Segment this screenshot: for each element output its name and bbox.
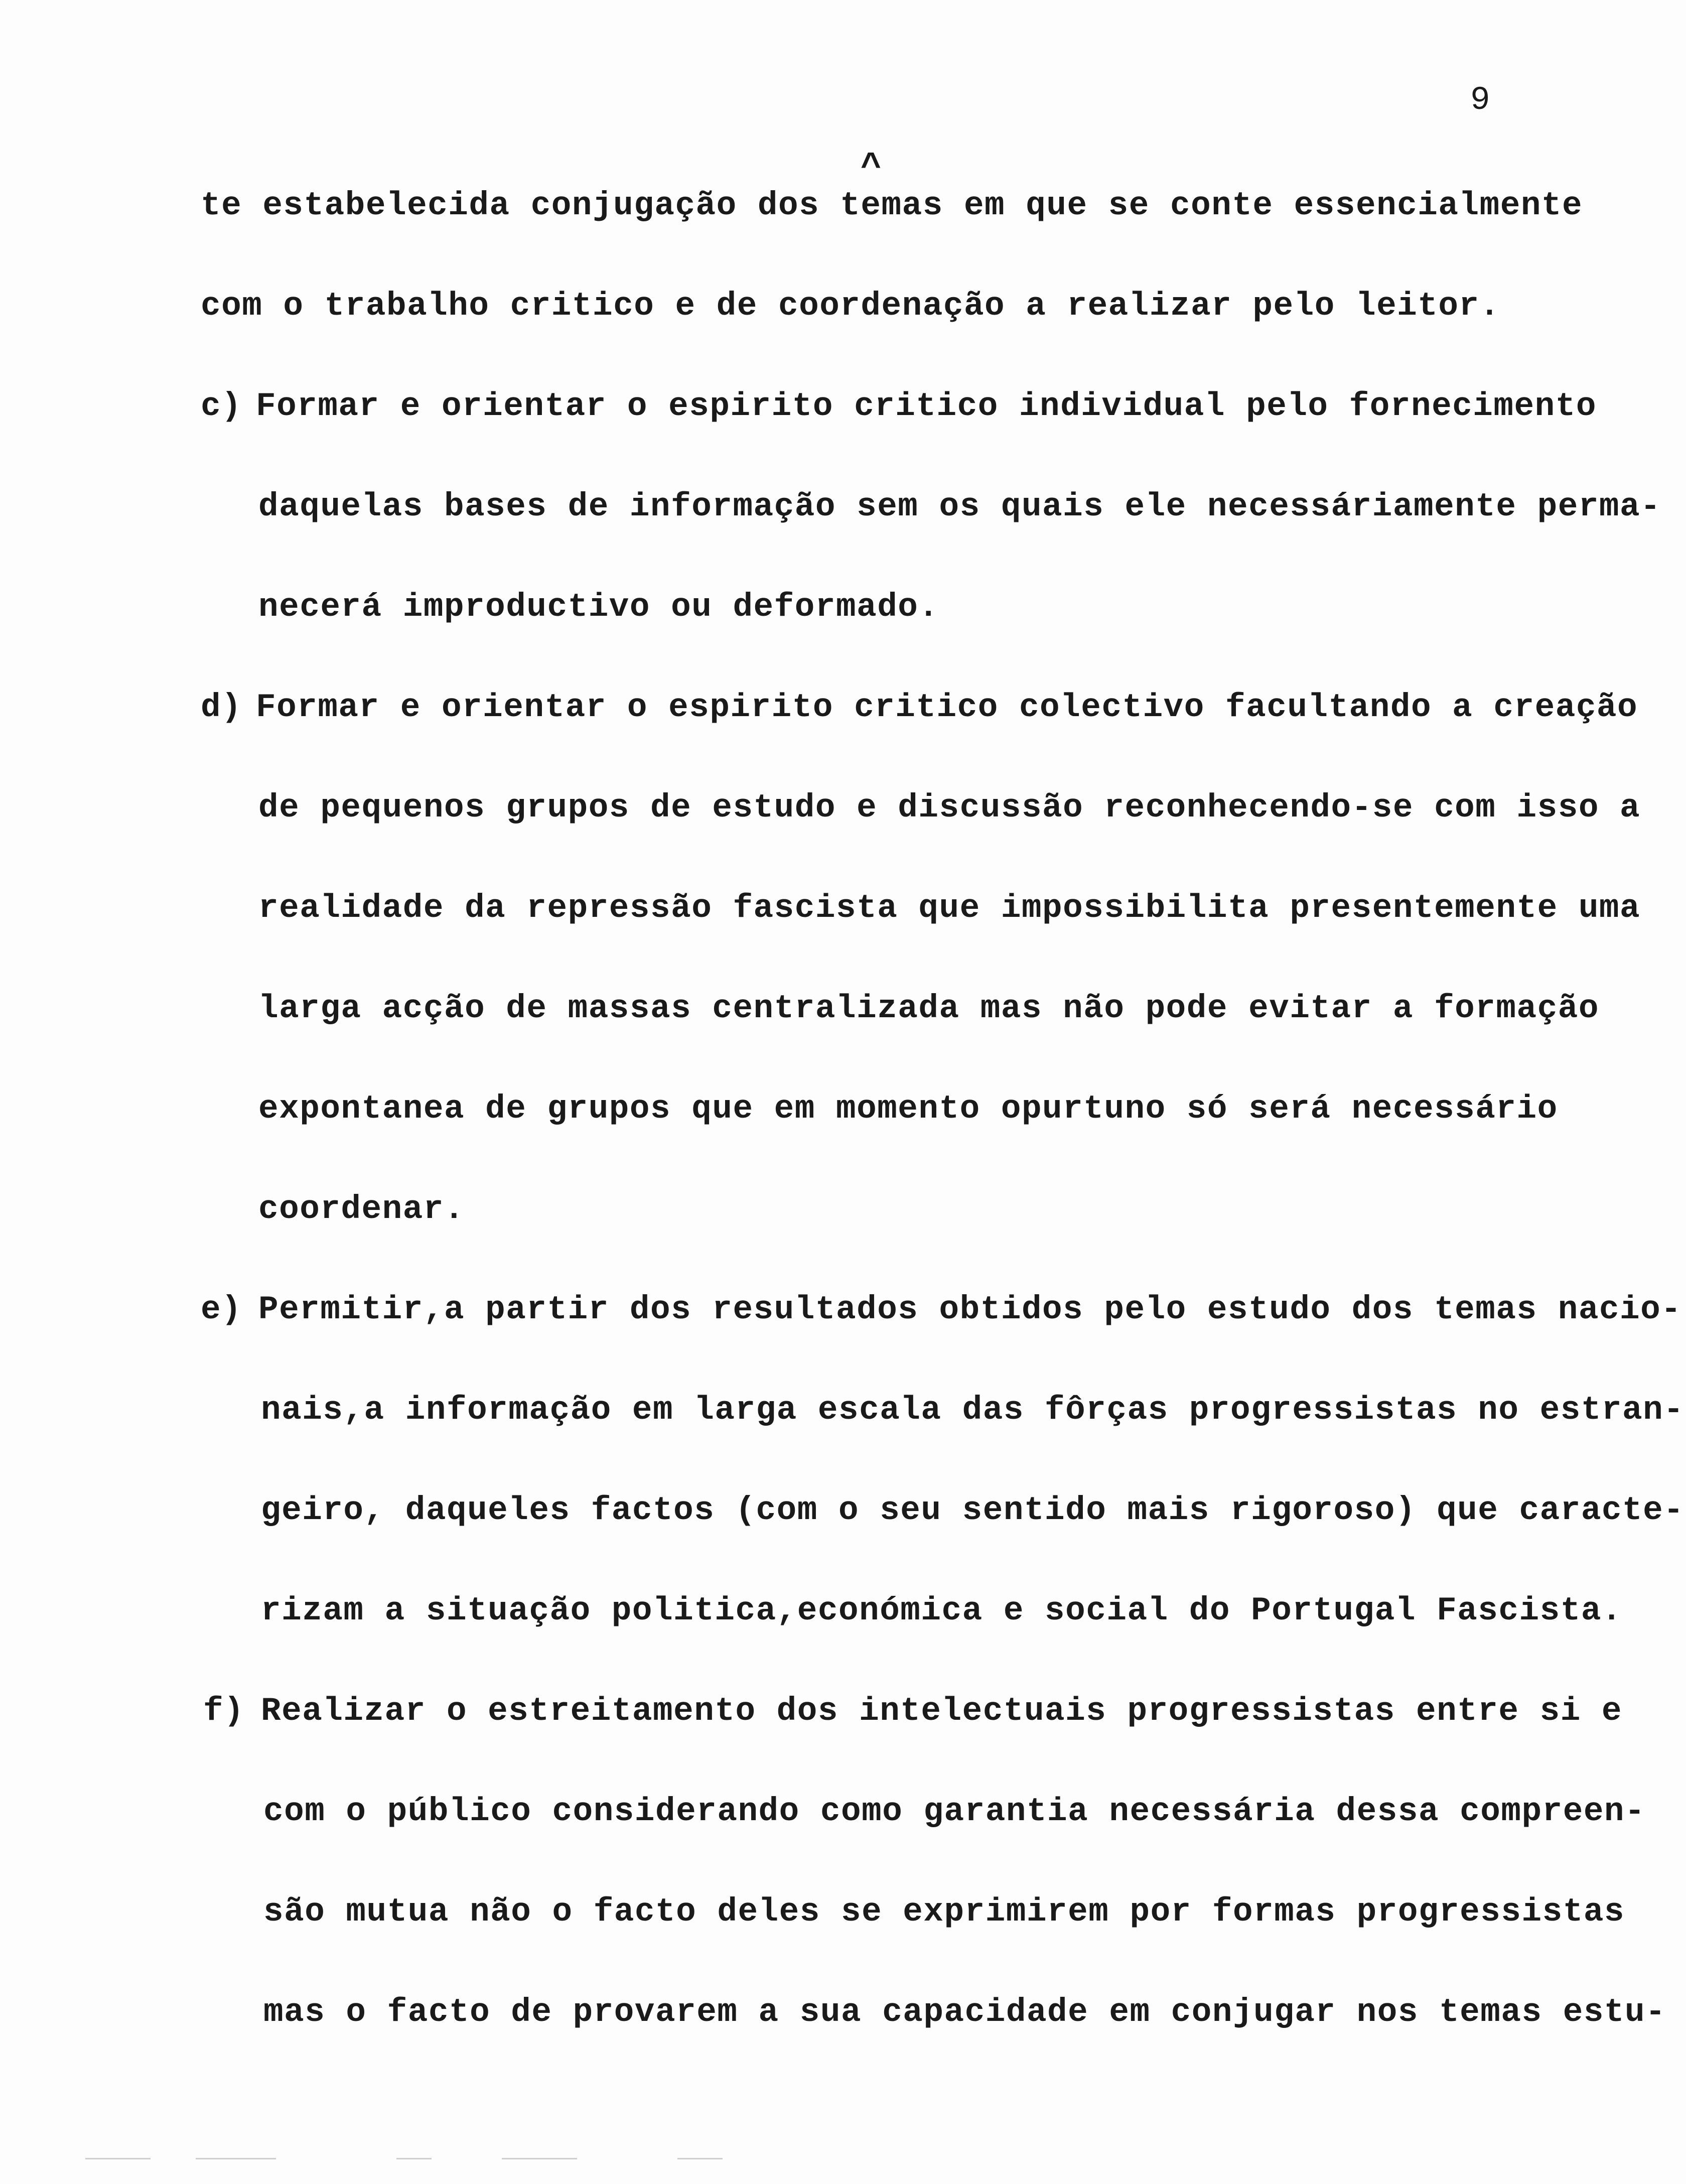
text-line: te estabelecida conjugação dos temas em que se conte essencialmente — [201, 187, 1583, 224]
text-line: coordenar. — [258, 1190, 465, 1228]
text-line: larga acção de massas centralizada mas não pode evitar a formação — [258, 990, 1599, 1027]
scan-artifact — [502, 2158, 577, 2159]
text-line: expontanea de grupos que em momento opurtuno só será necessário — [258, 1090, 1558, 1128]
scan-artifact — [85, 2158, 151, 2159]
text-line: daquelas bases de informação sem os quais ele necessáriamente perma- — [258, 488, 1661, 525]
text-line: rizam a situação politica,económica e social do Portugal Fascista. — [261, 1592, 1623, 1629]
text-line: Realizar o estreitamento dos intelectuais progressistas entre si e — [261, 1692, 1623, 1730]
item-marker: e) — [201, 1291, 242, 1328]
scan-artifact — [196, 2158, 276, 2159]
text-line: são mutua não o facto deles se exprimirem por formas progressistas — [263, 1893, 1625, 1931]
text-line: mas o facto de provarem a sua capacidade em conjugar nos temas estu- — [263, 1993, 1666, 2031]
text-line: com o trabalho critico e de coordenação a realizar pelo leitor. — [201, 287, 1500, 325]
text-line: realidade da repressão fascista que impossibilita presentemente uma — [258, 889, 1641, 927]
text-line: com o público considerando como garantia necessária dessa compreen- — [263, 1793, 1646, 1830]
text-line: nais,a informação em larga escala das fôrças progressistas no estran- — [261, 1391, 1684, 1429]
text-line: Formar e orientar o espirito critico colectivo facultando a creação — [256, 689, 1638, 726]
text-line: Formar e orientar o espirito critico individual pelo fornecimento — [256, 387, 1597, 425]
scan-artifact — [677, 2158, 723, 2159]
scan-artifact — [396, 2158, 432, 2159]
page-number: 9 — [1470, 81, 1490, 119]
text-line: geiro, daqueles factos (com o seu sentido mais rigoroso) que caracte- — [261, 1491, 1684, 1529]
item-marker: d) — [201, 689, 242, 726]
item-marker: c) — [201, 387, 242, 425]
item-marker: f) — [203, 1692, 245, 1730]
handwritten-insert-mark: ^ — [861, 148, 882, 188]
text-line: Permitir,a partir dos resultados obtidos pelo estudo dos temas nacio- — [258, 1291, 1682, 1328]
text-line: de pequenos grupos de estudo e discussão reconhecendo-se com isso a — [258, 789, 1641, 827]
text-line: necerá improductivo ou deformado. — [258, 588, 939, 626]
